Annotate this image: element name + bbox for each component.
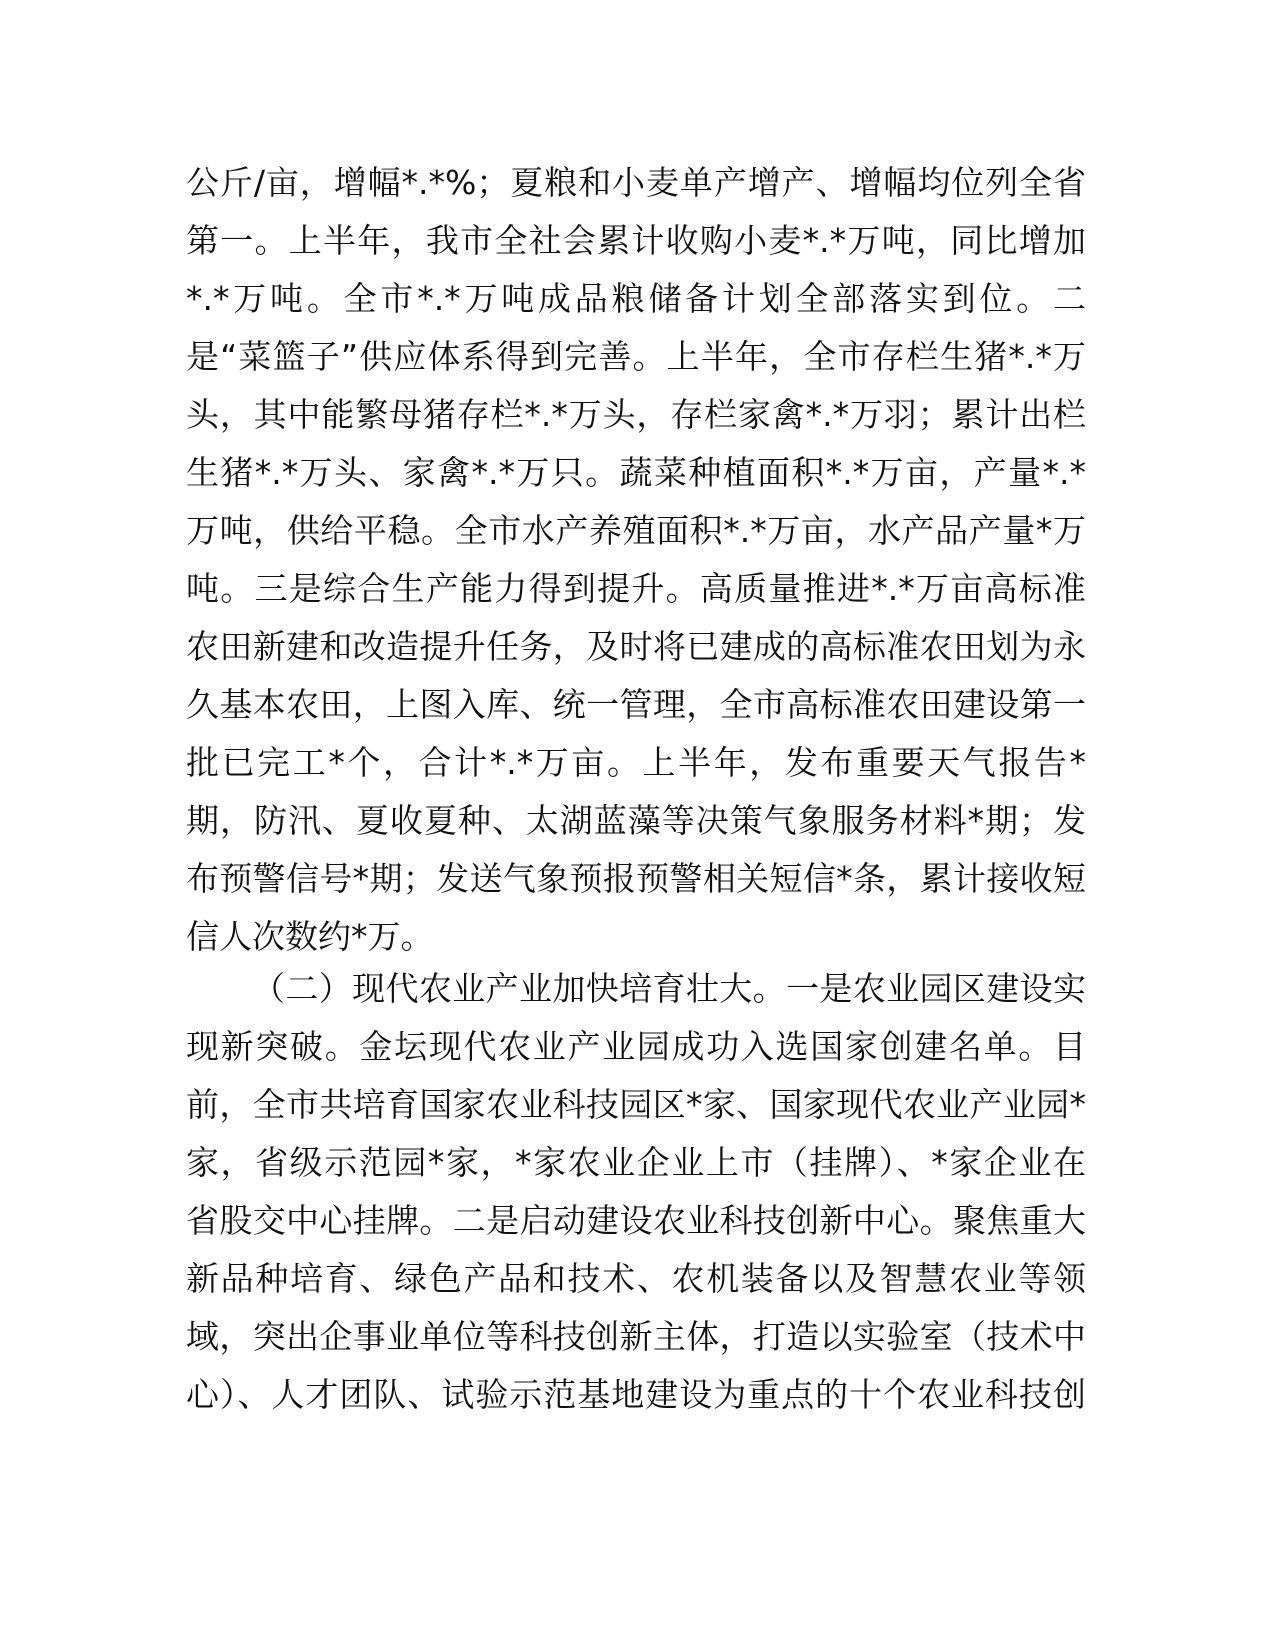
paragraph-line: 是“菜篮子”供应体系得到完善。上半年，全市存栏生猪*.*万 (186, 337, 1086, 376)
paragraph-2 (186, 960, 1086, 1424)
paragraph-line: 域，突出企事业单位等科技创新主体，打造以实验室（技术中 (186, 1317, 1086, 1356)
paragraph-line: （二）现代农业产业加快培育壮大。一是农业园区建设实 (252, 969, 1086, 1008)
paragraph-line: 公斤/亩，增幅*.*%；夏粮和小麦单产增产、增幅均位列全省 (186, 163, 1086, 202)
paragraph-line: 新品种培育、绿色产品和技术、农机装备以及智慧农业等领 (186, 1259, 1086, 1298)
paragraph-line: 现新突破。金坛现代农业产业园成功入选国家创建名单。目 (186, 1027, 1086, 1066)
paragraph-1 (186, 154, 1086, 966)
paragraph-line: 第一。上半年，我市全社会累计收购小麦*.*万吨，同比增加 (186, 221, 1086, 260)
paragraph-line: *.*万吨。全市*.*万吨成品粮储备计划全部落实到位。二 (186, 279, 1086, 318)
paragraph-line: 批已完工*个，合计*.*万亩。上半年，发布重要天气报告* (186, 743, 1086, 782)
paragraph-line: 信人次数约*万。 (186, 917, 434, 956)
paragraph-line: 布预警信号*期；发送气象预报预警相关短信*条，累计接收短 (186, 859, 1086, 898)
paragraph-line: 久基本农田，上图入库、统一管理，全市高标准农田建设第一 (186, 685, 1086, 724)
paragraph-line: 生猪*.*万头、家禽*.*万只。蔬菜种植面积*.*万亩，产量*.* (186, 453, 1086, 492)
paragraph-line: 家，省级示范园*家，*家农业企业上市（挂牌）、*家企业在 (186, 1143, 1086, 1182)
paragraph-line: 心）、人才团队、试验示范基地建设为重点的十个农业科技创 (186, 1375, 1086, 1414)
paragraph-line: 前，全市共培育国家农业科技园区*家、国家现代农业产业园* (186, 1085, 1086, 1124)
paragraph-line: 头，其中能繁母猪存栏*.*万头，存栏家禽*.*万羽；累计出栏 (186, 395, 1086, 434)
paragraph-line: 期，防汛、夏收夏种、太湖蓝藻等决策气象服务材料*期；发 (186, 801, 1086, 840)
paragraph-line: 农田新建和改造提升任务，及时将已建成的高标准农田划为永 (186, 627, 1086, 666)
paragraph-line: 省股交中心挂牌。二是启动建设农业科技创新中心。聚焦重大 (186, 1201, 1086, 1240)
paragraph-line: 吨。三是综合生产能力得到提升。高质量推进*.*万亩高标准 (186, 569, 1086, 608)
paragraph-line: 万吨，供给平稳。全市水产养殖面积*.*万亩，水产品产量*万 (186, 511, 1086, 550)
